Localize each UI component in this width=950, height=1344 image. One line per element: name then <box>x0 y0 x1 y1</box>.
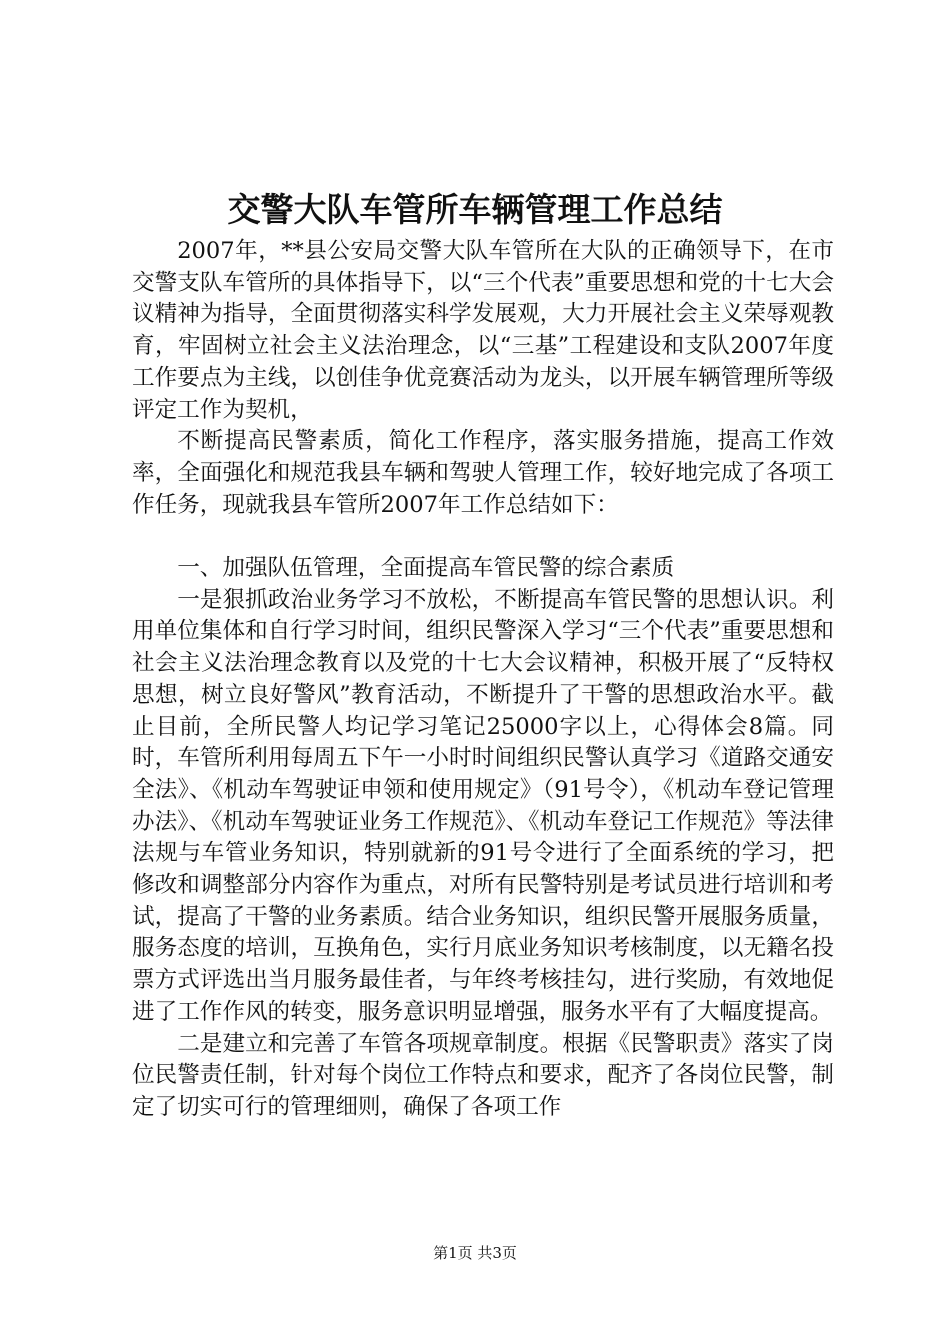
document-title: 交警大队车管所车辆管理工作总结 <box>227 190 723 229</box>
paragraph-intro-continued: 不断提高民警素质，简化工作程序，落实服务措施，提高工作效率，全面强化和规范我县车辆和驾驶人管理工作，较好地完成了各项工作任务，现就我县车管所2007年工作总结如下： <box>132 428 834 518</box>
paragraph-intro: 2007年，**县公安局交警大队车管所在大队的正确领导下，在市交警支队车管所的具体指导下，以“三个代表”重要思想和党的十七大会议精神为指导，全面贯彻落实科学发展观，大力开展社会主义荣辱观教育，牢固树立社会主义法治理念，以“三基”工程建设和支队2007年度工作要点为主线，以创佳争优竞赛活动为龙头，以开展车辆管理所等级评定工作为契机， <box>132 238 834 423</box>
paragraph-study: 一是狠抓政治业务学习不放松，不断提高车管民警的思想认识。利用单位集体和自行学习时间，组织民警深入学习“三个代表”重要思想和社会主义法治理念教育以及党的十七大会议精神，积极开展了“反特权思想，树立良好警风”教育活动，不断提升了干警的思想政治水平。截止目前，全所民警人均记学习笔记25000字以上，心得体会8篇。同时，车管所利用每周五下午一小时时间组织民警认真学习《道路交通安全法》、《机动车驾驶证申领和使用规定》（91号令），《机动车登记管理办法》、《机动车驾驶证业务工作规范》、《机动车登记工作规范》等法律法规与车管业务知识，特别就新的91号令进行了全面系统的学习，把修改和调整部分内容作为重点，对所有民警特别是考试员进行培训和考试，提高了干警的业务素质。结合业务知识，组织民警开展服务质量，服务态度的培训，互换角色，实行月底业务知识考核制度，以无籍名投票方式评选出当月服务最佳者，与年终考核挂勾，进行奖励，有效地促进了工作作风的转变，服务意识明显增强，服务水平有了大幅度提高。 <box>132 586 834 1025</box>
paragraph-rules: 二是建立和完善了车管各项规章制度。根据《民警职责》落实了岗位民警责任制，针对每个岗位工作特点和要求，配齐了各岗位民警，制定了切实可行的管理细则，确保了各项工作 <box>132 1030 834 1120</box>
section-heading-1: 一、加强队伍管理，全面提高车管民警的综合素质 <box>177 555 675 582</box>
document-body <box>132 236 834 1124</box>
page-footer: 第1页 共3页 <box>433 1244 517 1262</box>
